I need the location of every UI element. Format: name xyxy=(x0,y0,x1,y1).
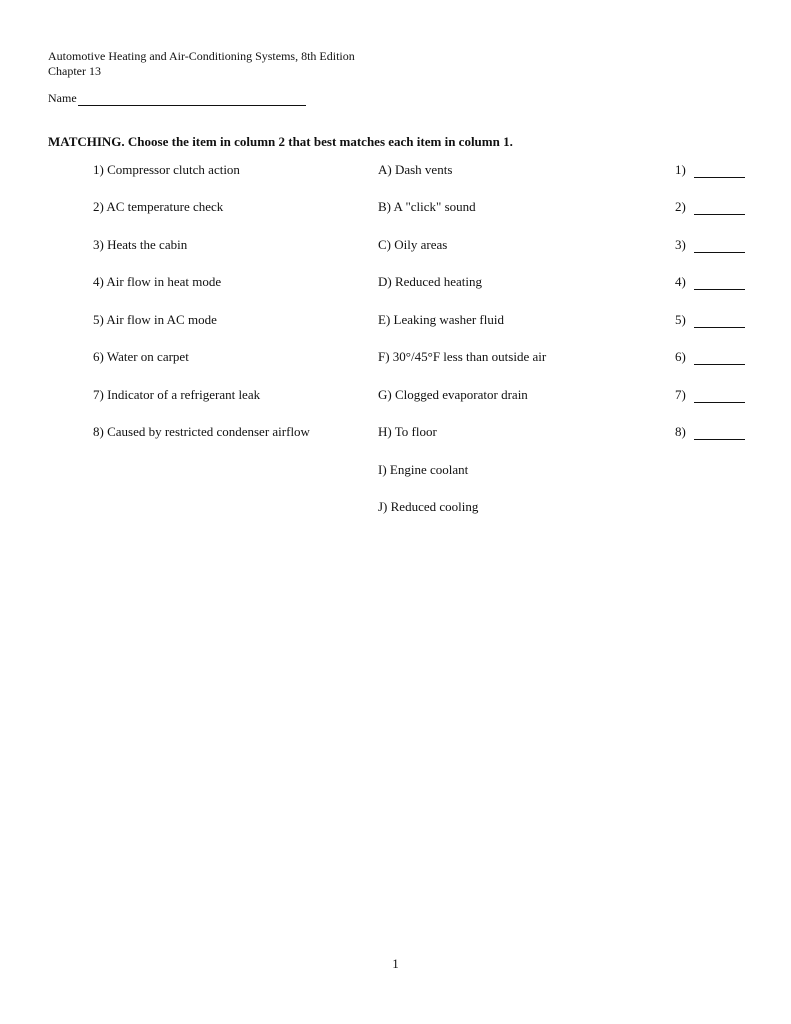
answer-blank[interactable] xyxy=(694,164,745,178)
column1-item: 5) Air flow in AC mode xyxy=(93,312,217,327)
answer-slot xyxy=(675,199,745,215)
matching-row xyxy=(0,424,791,444)
matching-row xyxy=(0,237,791,257)
column2-item: H) To floor xyxy=(378,424,437,439)
answer-number: 8) xyxy=(675,424,686,439)
answer-blank[interactable] xyxy=(694,389,745,403)
answer-number: 5) xyxy=(675,312,686,327)
column2-item: F) 30°/45°F less than outside air xyxy=(378,349,547,364)
answer-blank[interactable] xyxy=(694,426,745,440)
matching-row xyxy=(0,499,791,519)
column2-item: J) Reduced cooling xyxy=(378,499,479,514)
answer-slot xyxy=(675,162,745,178)
matching-row xyxy=(0,312,791,332)
matching-row xyxy=(0,199,791,219)
answer-number: 3) xyxy=(675,237,686,252)
answer-number: 6) xyxy=(675,349,686,364)
matching-row xyxy=(0,349,791,369)
matching-row xyxy=(0,462,791,482)
chapter-label: Chapter 13 xyxy=(48,64,101,78)
answer-slot xyxy=(675,387,745,403)
column2-item: A) Dash vents xyxy=(378,162,453,177)
column2-item: I) Engine coolant xyxy=(378,462,469,477)
column2-item: C) Oily areas xyxy=(378,237,448,252)
answer-slot xyxy=(675,349,745,365)
column2-item: E) Leaking washer fluid xyxy=(378,312,504,327)
matching-instructions: MATCHING. Choose the item in column 2 that best matches each item in column 1. xyxy=(48,134,513,149)
answer-slot xyxy=(675,237,745,253)
answer-blank[interactable] xyxy=(694,239,745,253)
column1-item: 7) Indicator of a refrigerant leak xyxy=(93,387,261,402)
answer-number: 4) xyxy=(675,274,686,289)
answer-number: 2) xyxy=(675,199,686,214)
column1-item: 3) Heats the cabin xyxy=(93,237,188,252)
answer-slot xyxy=(675,274,745,290)
answer-slot xyxy=(675,424,745,440)
column2-item: D) Reduced heating xyxy=(378,274,482,289)
matching-row xyxy=(0,162,791,182)
name-label: Name xyxy=(48,91,77,105)
column1-item: 2) AC temperature check xyxy=(93,199,224,214)
answer-blank[interactable] xyxy=(694,351,745,365)
answer-blank[interactable] xyxy=(694,276,745,290)
column2-item: B) A "click" sound xyxy=(378,199,476,214)
book-title: Automotive Heating and Air-Conditioning Systems, 8th Edition xyxy=(48,49,355,63)
matching-row xyxy=(0,387,791,407)
column1-item: 8) Caused by restricted condenser airflow xyxy=(93,424,310,439)
matching-row xyxy=(0,274,791,294)
answer-number: 7) xyxy=(675,387,686,402)
column2-item: G) Clogged evaporator drain xyxy=(378,387,528,402)
answer-slot xyxy=(675,312,745,328)
column1-item: 1) Compressor clutch action xyxy=(93,162,240,177)
answer-blank[interactable] xyxy=(694,314,745,328)
column1-item: 6) Water on carpet xyxy=(93,349,189,364)
page-number: 1 xyxy=(392,956,399,971)
answer-number: 1) xyxy=(675,162,686,177)
answer-blank[interactable] xyxy=(694,201,745,215)
column1-item: 4) Air flow in heat mode xyxy=(93,274,222,289)
